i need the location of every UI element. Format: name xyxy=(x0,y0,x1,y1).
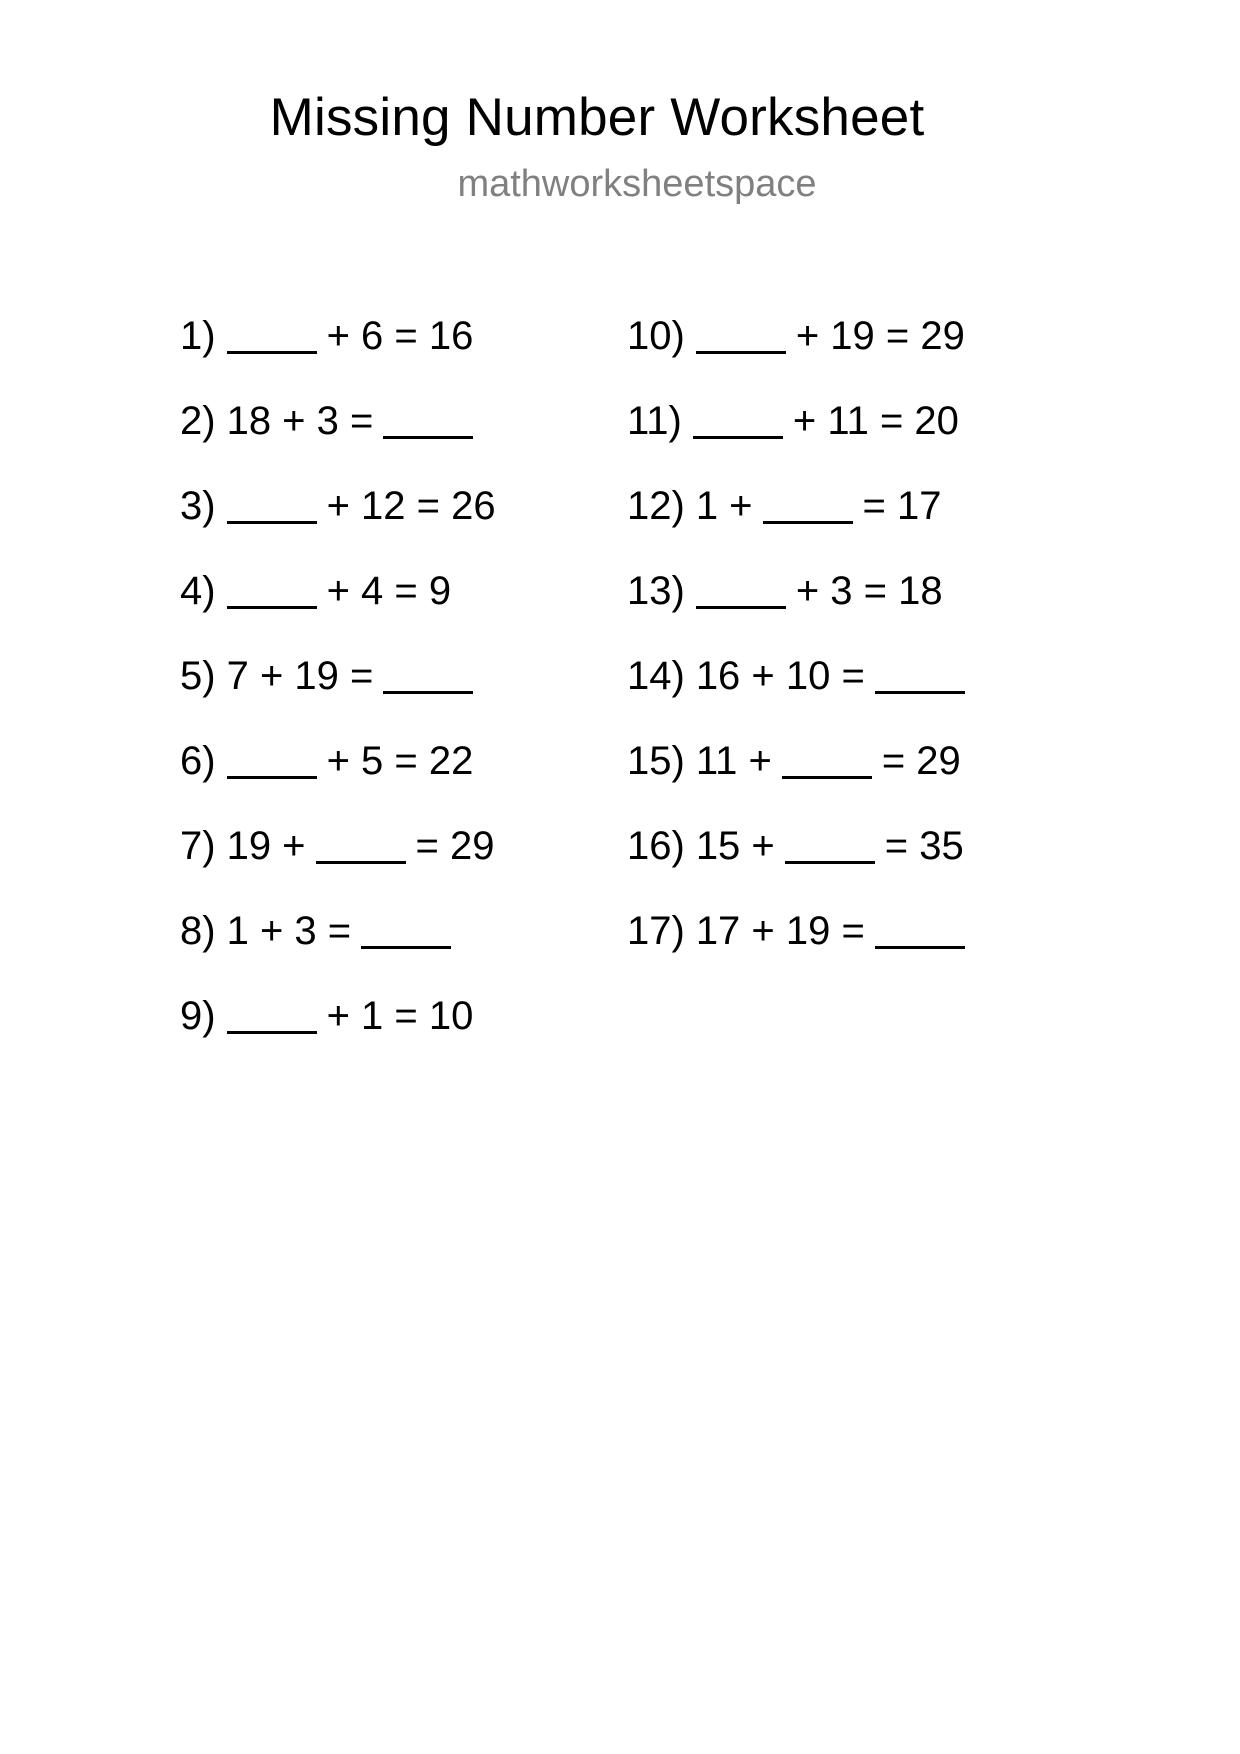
problem-row xyxy=(180,480,496,565)
problem-number: 4) xyxy=(180,569,216,613)
problem-number: 17) xyxy=(627,909,685,953)
problem-number: 7) xyxy=(180,824,216,868)
problem-number: 5) xyxy=(180,654,216,698)
equation-left-part: 19 + xyxy=(226,824,306,868)
problem-number: 14) xyxy=(627,654,685,698)
equation-left-part: 18 + 3 = xyxy=(226,399,374,443)
answer-blank[interactable] xyxy=(227,735,317,779)
problem-row xyxy=(180,310,496,395)
equation-right-part: + 5 = 22 xyxy=(326,739,474,783)
answer-blank[interactable] xyxy=(763,480,853,524)
answer-blank[interactable] xyxy=(383,650,473,694)
answer-blank[interactable] xyxy=(696,565,786,609)
problem-row xyxy=(627,310,965,395)
problem-row xyxy=(180,565,496,650)
answer-blank[interactable] xyxy=(316,820,406,864)
problem-number: 2) xyxy=(180,399,216,443)
problem-number: 6) xyxy=(180,739,216,783)
answer-blank[interactable] xyxy=(227,990,317,1034)
equation-left-part: 1 + 3 = xyxy=(226,909,352,953)
equation-right-part: + 4 = 9 xyxy=(326,569,452,613)
problem-row xyxy=(180,395,496,480)
equation-left-part: 1 + xyxy=(695,484,753,528)
equation-left-part: 7 + 19 = xyxy=(226,654,374,698)
problem-row xyxy=(180,650,496,735)
problem-number: 11) xyxy=(627,399,682,443)
problem-number: 13) xyxy=(627,569,685,613)
equation-right-part: + 12 = 26 xyxy=(326,484,496,528)
equation-left-part: 11 + xyxy=(695,739,772,783)
answer-blank[interactable] xyxy=(227,565,317,609)
answer-blank[interactable] xyxy=(361,905,451,949)
equation-right-part: + 11 = 20 xyxy=(792,399,959,443)
problem-row xyxy=(180,735,496,820)
answer-blank[interactable] xyxy=(785,820,875,864)
equation-right-part: = 29 xyxy=(881,739,961,783)
answer-blank[interactable] xyxy=(693,395,783,439)
problem-row xyxy=(627,820,965,905)
problem-number: 9) xyxy=(180,994,216,1038)
problem-number: 16) xyxy=(627,824,685,868)
problem-row xyxy=(180,905,496,990)
equation-left-part: 15 + xyxy=(695,824,775,868)
problem-row xyxy=(627,395,965,480)
problem-number: 15) xyxy=(627,739,685,783)
problems-right-column xyxy=(627,310,965,990)
problem-row xyxy=(627,480,965,565)
problem-number: 8) xyxy=(180,909,216,953)
answer-blank[interactable] xyxy=(782,735,872,779)
equation-right-part: = 17 xyxy=(862,484,942,528)
problem-number: 12) xyxy=(627,484,685,528)
answer-blank[interactable] xyxy=(875,650,965,694)
problem-row xyxy=(627,905,965,990)
problem-row xyxy=(627,735,965,820)
equation-right-part: + 6 = 16 xyxy=(326,314,474,358)
answer-blank[interactable] xyxy=(696,310,786,354)
page-title: Missing Number Worksheet xyxy=(269,88,925,147)
problem-row xyxy=(627,565,965,650)
problem-number: 3) xyxy=(180,484,216,528)
equation-right-part: + 3 = 18 xyxy=(795,569,943,613)
equation-right-part: = 29 xyxy=(415,824,495,868)
equation-left-part: 17 + 19 = xyxy=(695,909,865,953)
equation-right-part: + 19 = 29 xyxy=(795,314,965,358)
answer-blank[interactable] xyxy=(875,905,965,949)
problem-number: 1) xyxy=(180,314,216,358)
answer-blank[interactable] xyxy=(227,480,317,524)
problems-left-column xyxy=(180,310,496,1075)
equation-left-part: 16 + 10 = xyxy=(695,654,865,698)
problem-row xyxy=(180,820,496,905)
equation-right-part: = 35 xyxy=(884,824,964,868)
equation-right-part: + 1 = 10 xyxy=(326,994,474,1038)
problem-number: 10) xyxy=(627,314,685,358)
page-subtitle: mathworksheetspace xyxy=(457,163,817,205)
problem-row xyxy=(180,990,496,1075)
answer-blank[interactable] xyxy=(227,310,317,354)
answer-blank[interactable] xyxy=(383,395,473,439)
problem-row xyxy=(627,650,965,735)
